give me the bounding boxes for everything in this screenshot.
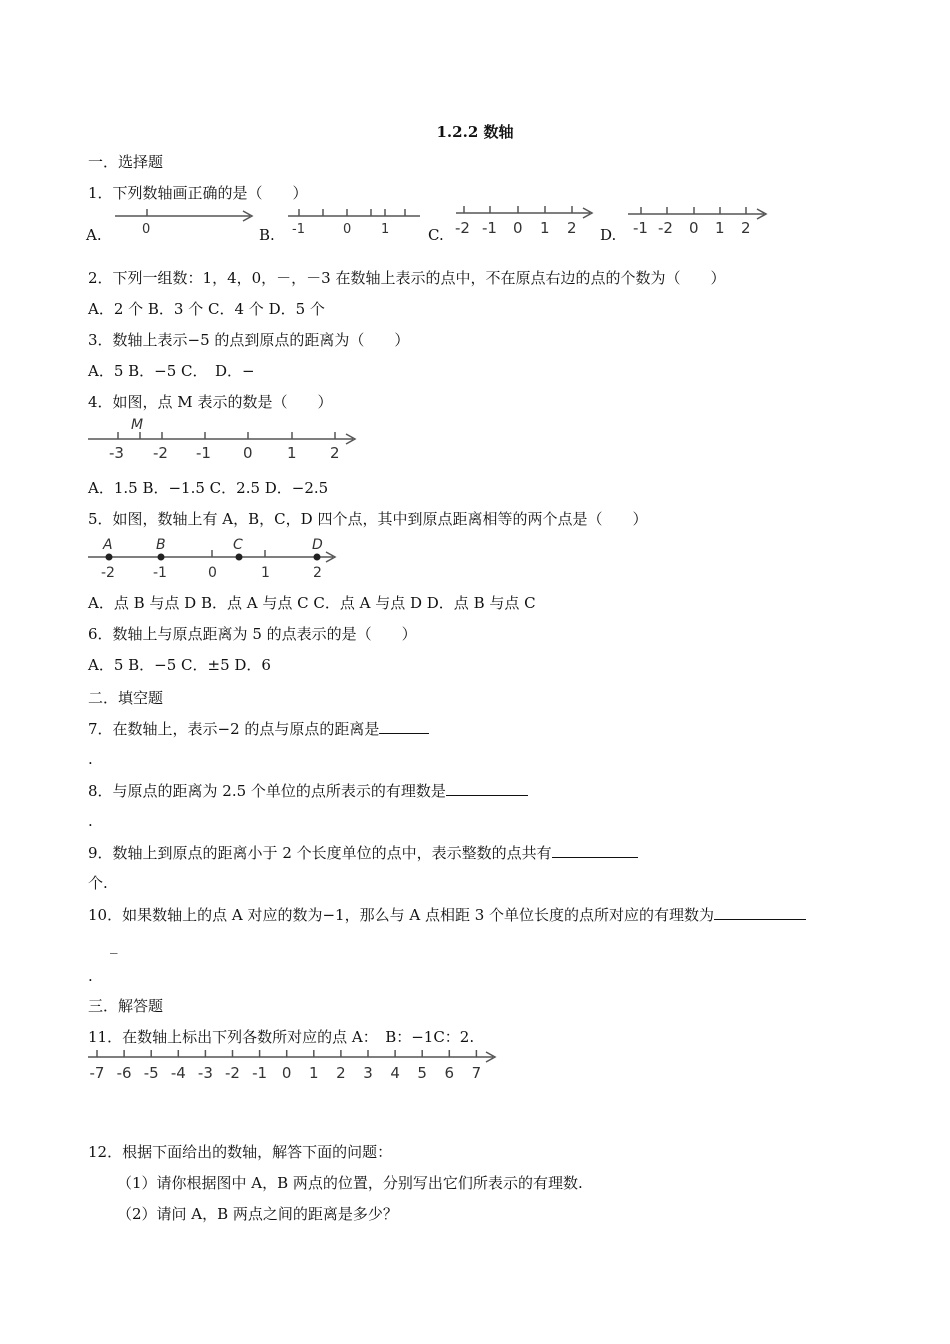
question-9-stem: 9．数轴上到原点的距离小于 2 个长度单位的点中，表示整数的点共有 xyxy=(88,844,552,862)
q11-tick-label: 5 xyxy=(417,1064,427,1082)
q11-tick-label: -4 xyxy=(170,1064,186,1082)
q4-tick-label: -3 xyxy=(109,444,124,462)
question-8-line xyxy=(88,780,528,801)
q11-tick-label: 1 xyxy=(309,1064,319,1082)
q11-tick-label: -5 xyxy=(143,1064,159,1082)
q5-point-a xyxy=(106,554,113,561)
question-7-line xyxy=(88,718,429,739)
q5-point-label: C xyxy=(233,537,243,553)
question-4-options: A．1.5 B．−1.5 C．2.5 D．−2.5 xyxy=(88,479,329,497)
q1-option-d-label: D. xyxy=(600,226,617,244)
q11-tick-label: -1 xyxy=(252,1064,268,1082)
q5-tick-label: -1 xyxy=(153,565,167,581)
question-11-stem: 11．在数轴上标出下列各数所对应的点 A： B：−1C：2. xyxy=(88,1028,475,1046)
question-1-stem: 1．下列数轴画正确的是（ ） xyxy=(88,184,308,202)
question-8-answer-blank[interactable] xyxy=(446,780,528,796)
q4-axis xyxy=(88,417,355,462)
question-6-stem: 6．数轴上与原点距离为 5 的点表示的是（ ） xyxy=(88,625,417,643)
question-12-part-1: （1）请你根据图中 A，B 两点的位置，分别写出它们所表示的有理数. xyxy=(117,1174,583,1192)
q4-tick-label: 2 xyxy=(330,444,340,462)
q1-option-c-label: C. xyxy=(428,226,444,244)
page-title: 1.2.2 数轴 xyxy=(436,123,514,141)
question-5-stem: 5．如图，数轴上有 A，B，C，D 四个点，其中到原点距离相等的两个点是（ ） xyxy=(88,510,648,528)
question-8-stem: 8．与原点的距离为 2.5 个单位的点所表示的有理数是 xyxy=(88,782,446,800)
q5-point-label: D xyxy=(312,537,323,553)
q5-point-label: B xyxy=(156,537,166,553)
q4-tick-label: -1 xyxy=(196,444,211,462)
q1-option-b-label: B. xyxy=(259,226,275,244)
q11-axis xyxy=(88,1050,495,1082)
q1-axis-b xyxy=(288,209,420,237)
q1-axis-c-label: -1 xyxy=(482,219,497,237)
q1-axis-c-label: 2 xyxy=(567,219,577,237)
question-8-end: . xyxy=(88,812,93,830)
q1-axis-b-label: 1 xyxy=(381,222,390,237)
question-12-stem: 12．根据下面给出的数轴，解答下面的问题： xyxy=(88,1143,393,1161)
question-7-end: . xyxy=(88,750,93,768)
q1-axis-c-label: -2 xyxy=(455,219,470,237)
q4-point-m-label: M xyxy=(131,417,144,433)
q11-tick-label: 6 xyxy=(444,1064,455,1082)
question-2-stem: 2．下列一组数：1，4，0，－，－3 在数轴上表示的点中，不在原点右边的点的个数为（ ） xyxy=(88,269,726,287)
question-7-stem: 7．在数轴上，表示−2 的点与原点的距离是 xyxy=(88,720,380,738)
q11-tick-label: -6 xyxy=(116,1064,132,1082)
q1-axis-c xyxy=(455,206,592,237)
q4-tick-label: 0 xyxy=(243,444,253,462)
q11-tick-label: 2 xyxy=(336,1064,346,1082)
q1-axis-d xyxy=(628,207,766,237)
question-9-end: 个. xyxy=(88,874,108,892)
q1-axis-b-label: -1 xyxy=(292,222,305,237)
question-5-options: A．点 B 与点 D B．点 A 与点 C C．点 A 与点 D D．点 B 与点 C xyxy=(88,594,536,612)
q1-axis-d-label: 2 xyxy=(741,219,751,237)
q5-tick-label: 0 xyxy=(208,565,217,581)
q5-point-d xyxy=(314,554,321,561)
question-10-answer-blank[interactable] xyxy=(714,904,806,920)
q5-tick-label: 1 xyxy=(261,565,270,581)
section-heading-answer: 三．解答题 xyxy=(88,997,164,1015)
q5-point-c xyxy=(236,554,243,561)
question-7-answer-blank[interactable] xyxy=(379,718,429,734)
question-10-end: . xyxy=(88,967,93,985)
q1-axis-d-label: -1 xyxy=(633,219,648,237)
question-9-line xyxy=(88,842,638,863)
q5-tick-label: -2 xyxy=(101,565,115,581)
q1-axis-a-label: 0 xyxy=(142,222,151,237)
question-12-part-2: （2）请问 A，B 两点之间的距离是多少？ xyxy=(117,1205,398,1223)
q4-tick-label: 1 xyxy=(287,444,297,462)
q5-point-b xyxy=(158,554,165,561)
q1-option-a-label: A. xyxy=(86,226,102,244)
q1-axis-d-label: 1 xyxy=(715,219,725,237)
q1-axis-c-label: 0 xyxy=(513,219,523,237)
question-3-options: A．5 B．−5 C． D．− xyxy=(88,362,255,380)
section-heading-choice: 一．选择题 xyxy=(88,153,164,171)
question-10-stem: 10．如果数轴上的点 A 对应的数为−1，那么与 A 点相距 3 个单位长度的点所对应的有理数为 xyxy=(88,906,715,924)
q11-ticks xyxy=(90,1050,482,1082)
q1-axis-d-label: -2 xyxy=(658,219,673,237)
q11-tick-label: -2 xyxy=(225,1064,240,1082)
q11-tick-label: -3 xyxy=(197,1064,213,1082)
q5-axis xyxy=(88,537,335,581)
q4-tick-label: -2 xyxy=(153,444,168,462)
q5-point-label: A xyxy=(103,537,113,553)
question-10-mark: _ xyxy=(110,936,118,954)
question-9-answer-blank[interactable] xyxy=(552,842,638,858)
q11-tick-label: 0 xyxy=(281,1064,292,1082)
q11-tick-label: 7 xyxy=(471,1064,482,1082)
q11-tick-label: -7 xyxy=(89,1064,105,1082)
question-3-stem: 3．数轴上表示−5 的点到原点的距离为（ ） xyxy=(88,331,410,349)
question-2-options: A．2 个 B．3 个 C．4 个 D．5 个 xyxy=(88,300,325,318)
q1-axis-b-label: 0 xyxy=(343,222,352,237)
section-heading-fill: 二．填空题 xyxy=(88,689,164,707)
q1-axis-d-label: 0 xyxy=(689,219,699,237)
q5-tick-label: 2 xyxy=(313,565,322,581)
q1-axis-a xyxy=(115,209,252,237)
q1-axis-c-label: 1 xyxy=(540,219,550,237)
question-4-stem: 4．如图，点 M 表示的数是（ ） xyxy=(88,393,333,411)
question-6-options: A．5 B．−5 C．±5 D．6 xyxy=(88,656,271,674)
question-10-line xyxy=(88,904,806,925)
q11-tick-label: 4 xyxy=(390,1064,400,1082)
q11-tick-label: 3 xyxy=(363,1064,373,1082)
